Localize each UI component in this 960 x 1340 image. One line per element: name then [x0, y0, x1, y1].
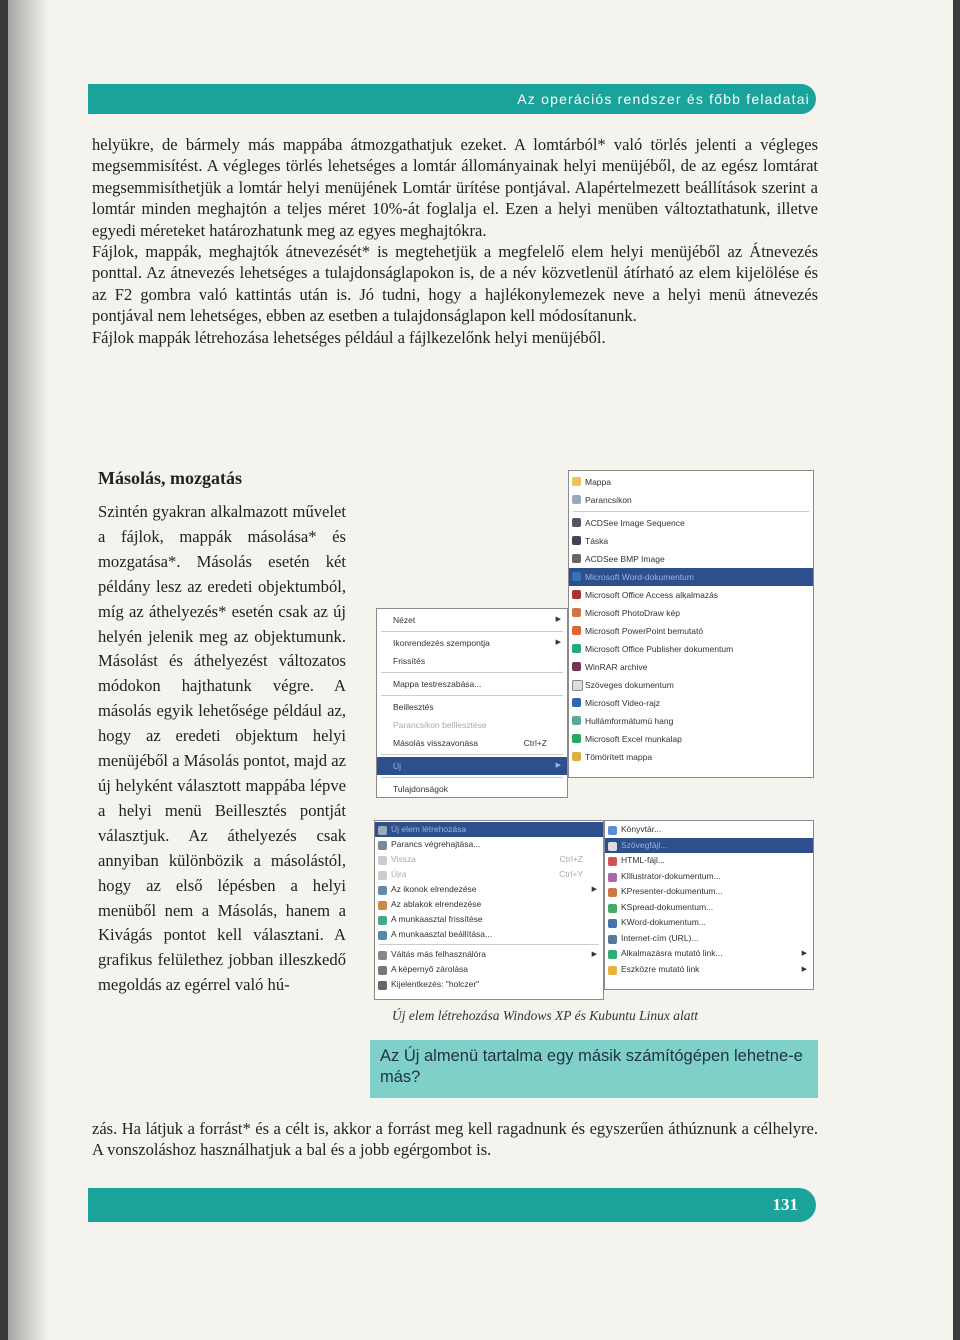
link-icon	[608, 935, 617, 944]
spreadsheet-icon	[608, 904, 617, 913]
excel-icon	[572, 734, 581, 743]
chapter-header	[88, 84, 816, 114]
kde-context-menu	[374, 820, 604, 1000]
figure-caption: Új elem létrehozása Windows XP és Kubuntu Linux alatt	[392, 1008, 698, 1023]
paragraph-rename: Fájlok, mappák, meghajtók átnevezését* is megtehetjük a megfelelő elem helyi menüjéből az Átnevezés ponttal. Az átnevezés lehetséges a tulajdonságlapokon is, de a név közvetlenül átírható az elem kijelölése és az F2 gombra való kattintás után is. Jó tudni, hogy a hajlékonylemezek neve a helyi menü átnevezés pontjával nem lehetséges, ebben az esetben a tulajdonságlapon kell módosítanunk.	[92, 242, 818, 326]
main-text	[92, 134, 818, 348]
text-file-icon	[608, 842, 617, 851]
image-icon	[572, 554, 581, 563]
folder-icon	[608, 826, 617, 835]
paragraph-recycle-bin: helyükre, de bármely más mappába átmozgathatjuk ezeket. A lomtárból* való törlés jelenti a végleges megsemmisítést. A végleges törlés lehetséges a lomtár állományainak helyi menüjéből, de az egész lomtárat megsemmisíthetjük a lomtár helyi menüjének Lomtár ürítése pontjával. Alapértelmezett beállítások szerint a lomtár minden meghajtón a teljes méret 10%-át foglalja el. Ezen a helyi menüben változtathatunk, illetve egyedi méreteket határozhatunk meg az egyes meghajtókra.	[92, 135, 818, 240]
kde-arrange-windows[interactable]: Az ablakok elrendezése	[375, 897, 603, 912]
switch-user-icon	[378, 951, 387, 960]
photodraw-icon	[572, 608, 581, 617]
html-icon	[608, 857, 617, 866]
new-folder[interactable]: Mappa	[569, 473, 813, 491]
kde-new-text-file[interactable]: Szövegfájl...	[605, 838, 813, 854]
new-winrar-archive[interactable]: WinRAR archive	[569, 658, 813, 676]
kde-redo[interactable]: Újra Ctrl+Y	[375, 867, 603, 882]
image-icon	[572, 518, 581, 527]
kde-new-kword[interactable]: KWord-dokumentum...	[605, 915, 813, 931]
presenter-icon	[608, 888, 617, 897]
run-icon	[378, 841, 387, 850]
kde-new-app-link[interactable]: Alkalmazásra mutató link... ▶	[605, 946, 813, 962]
paragraph-create: Fájlok mappák létrehozása lehetséges például a fájlkezelőnk helyi menüjéből.	[92, 327, 606, 347]
menu-separator	[573, 511, 809, 512]
winrar-icon	[572, 662, 581, 671]
menu-separator	[381, 777, 563, 778]
copy-move-paragraph: Szintén gyakran alkalmazott művelet a fájlok, mappák másolása* és mozgatása*. Másolás esetén két példány lesz az eredeti objektumból, míg az áthelyezés* esetén csak az új helyén jelenik meg az objektumunk. Másolást és áthelyezést változatos módokon hajthatunk végre. A másolás egyik lehetősége például az, hogy az eredeti objektum helyi menüjéből a Másolás pontot, majd az új helyként választott mappába lépve a helyi menü Beillesztés pontját választjuk. Az áthelyezés csak annyiban különbözik a másolástól, hogy az első lépésben a helyi menüből nem a Másolás, hanem a Kivágás pontot kell választani. A grafikus felülethez jobban illeszkedő megoldás az egérrel való hú-	[98, 502, 346, 995]
new-visio-drawing[interactable]: Microsoft Video-rajz	[569, 694, 813, 712]
new-text-document[interactable]: Szöveges dokumentum	[569, 676, 813, 694]
text-file-icon	[572, 680, 583, 691]
new-acdsee-bmp[interactable]: ACDSee BMP Image	[569, 550, 813, 568]
new-acdsee-sequence[interactable]: ACDSee Image Sequence	[569, 514, 813, 532]
publisher-icon	[572, 644, 581, 653]
briefcase-icon	[572, 536, 581, 545]
device-icon	[608, 966, 617, 975]
undo-icon	[378, 856, 387, 865]
word-icon	[608, 919, 617, 928]
book-page	[8, 0, 953, 1340]
xp-new-submenu	[568, 470, 814, 778]
new-wave-sound[interactable]: Hullámformátumú hang	[569, 712, 813, 730]
kde-configure-desktop[interactable]: A munkaasztal beállítása...	[375, 927, 603, 942]
menu-item-paste[interactable]: Beillesztés	[393, 702, 434, 712]
app-link-icon	[608, 950, 617, 959]
new-shortcut[interactable]: Parancsikon	[569, 491, 813, 509]
access-icon	[572, 590, 581, 599]
new-excel-sheet[interactable]: Microsoft Excel munkalap	[569, 730, 813, 748]
visio-icon	[572, 698, 581, 707]
undo-shortcut: Ctrl+Z	[523, 738, 547, 748]
menu-item-view[interactable]: Nézet ▶	[393, 615, 561, 625]
new-access-database[interactable]: Microsoft Office Access alkalmazás	[569, 586, 813, 604]
folder-icon	[572, 477, 581, 486]
illustrator-icon	[608, 873, 617, 882]
drag-paragraph: zás. Ha látjuk a forrást* és a célt is, akkor a forrást meg kell ragadnunk és egyszerűen áthúznunk a célhelyre. A vonszoláshoz használhatjuk a bal és a jobb egérgombot is.	[92, 1119, 818, 1160]
redo-icon	[378, 871, 387, 880]
menu-separator	[381, 695, 563, 696]
arrange-icon	[378, 886, 387, 895]
kde-new-html-file[interactable]: HTML-fájl...	[605, 853, 813, 869]
question-text: Az Új almenü tartalma egy másik számítógépen lehetne-e más?	[380, 1047, 803, 1086]
menu-item-customize-folder[interactable]: Mappa testreszabása...	[393, 679, 482, 689]
kde-run-command[interactable]: Parancs végrehajtása...	[375, 837, 603, 852]
menu-item-properties[interactable]: Tulajdonságok	[393, 784, 448, 794]
new-compressed-folder[interactable]: Tömörített mappa	[569, 748, 813, 766]
new-briefcase[interactable]: Táska	[569, 532, 813, 550]
menu-item-new[interactable]: Új ▶	[377, 757, 567, 775]
kde-arrange-icons[interactable]: Az ikonok elrendezése ▶	[375, 882, 603, 897]
kde-new-url[interactable]: Internet-cím (URL)...	[605, 931, 813, 947]
menu-item-paste-shortcut[interactable]: Parancsikon beillesztése	[393, 720, 487, 730]
kde-new-device-link[interactable]: Eszközre mutató link ▶	[605, 962, 813, 978]
page-footer	[88, 1188, 816, 1222]
menu-separator	[381, 754, 563, 755]
new-photodraw-image[interactable]: Microsoft PhotoDraw kép	[569, 604, 813, 622]
kde-switch-user[interactable]: Váltás más felhasználóra ▶	[375, 947, 603, 962]
menu-separator	[381, 631, 563, 632]
kde-new-kspread[interactable]: KSpread-dokumentum...	[605, 900, 813, 916]
new-icon	[378, 826, 387, 835]
word-icon	[572, 572, 581, 581]
new-powerpoint[interactable]: Microsoft PowerPoint bemutató	[569, 622, 813, 640]
page-number: 131	[772, 1195, 798, 1214]
logout-icon	[378, 981, 387, 990]
kde-lock-screen[interactable]: A képernyő zárolása	[375, 962, 603, 977]
new-publisher[interactable]: Microsoft Office Publisher dokumentum	[569, 640, 813, 658]
bottom-text	[92, 1118, 818, 1161]
chapter-title: Az operációs rendszer és főbb feladatai	[517, 91, 810, 107]
question-box	[370, 1040, 818, 1098]
kde-new-kpresenter[interactable]: KPresenter-dokumentum...	[605, 884, 813, 900]
kde-new-folder[interactable]: Könyvtár...	[605, 822, 813, 838]
menu-item-undo-copy[interactable]: Másolás visszavonása Ctrl+Z	[377, 734, 567, 752]
refresh-icon	[378, 916, 387, 925]
copy-move-text	[98, 500, 346, 998]
menu-separator	[379, 944, 599, 945]
kde-new-killustrator[interactable]: KIllustrator-dokumentum...	[605, 869, 813, 885]
kde-undo[interactable]: Vissza Ctrl+Z	[375, 852, 603, 867]
menu-item-refresh[interactable]: Frissítés	[393, 656, 426, 666]
powerpoint-icon	[572, 626, 581, 635]
configure-icon	[378, 931, 387, 940]
xp-context-menu	[376, 608, 568, 798]
kde-refresh-desktop[interactable]: A munkaasztal frissítése	[375, 912, 603, 927]
menu-item-arrange-icons[interactable]: Ikonrendezés szempontja ▶	[393, 638, 561, 648]
kde-new-item[interactable]: Új elem létrehozása	[375, 822, 603, 837]
kde-new-submenu	[604, 820, 814, 990]
zip-folder-icon	[572, 752, 581, 761]
menu-separator	[381, 672, 563, 673]
shortcut-icon	[572, 495, 581, 504]
windows-icon	[378, 901, 387, 910]
sound-icon	[572, 716, 581, 725]
kde-logout[interactable]: Kijelentkezés: "holczer"	[375, 977, 603, 992]
new-word-document[interactable]: Microsoft Word-dokumentum	[569, 568, 813, 586]
section-title: Másolás, mozgatás	[98, 468, 242, 488]
lock-icon	[378, 966, 387, 975]
